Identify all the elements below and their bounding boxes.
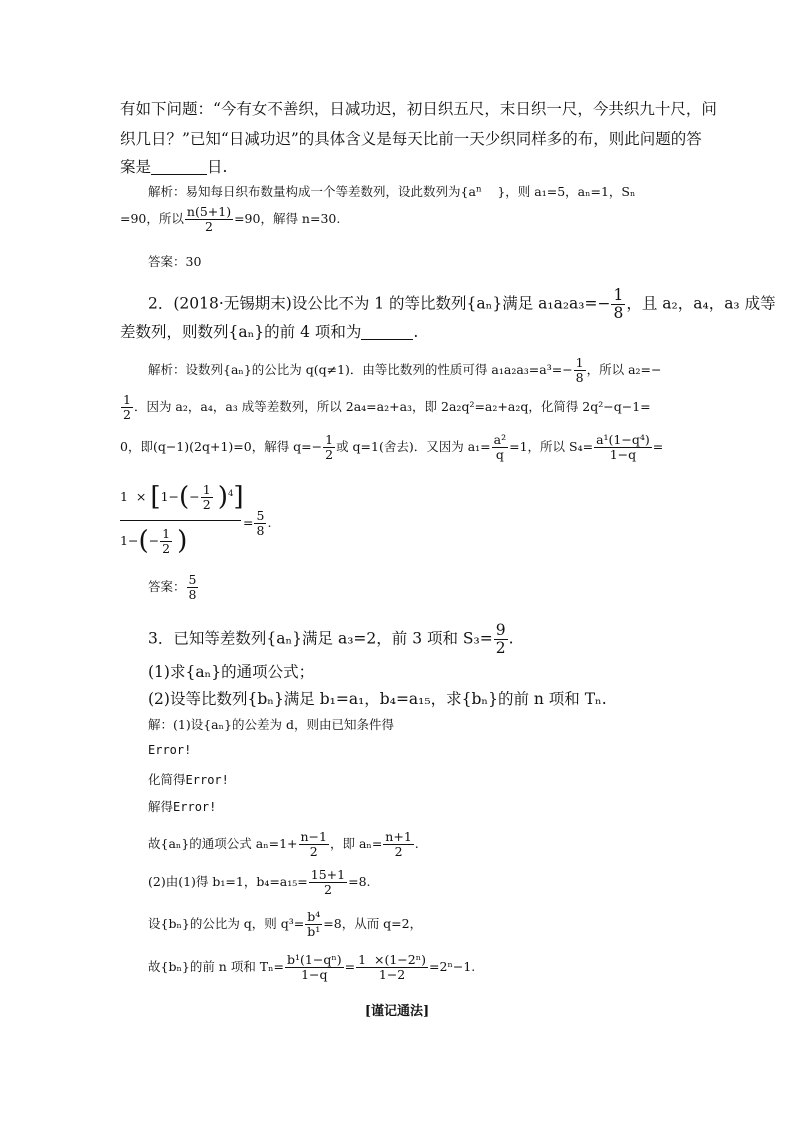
problem3-stem: 3．已知等差数列{aₙ}满足 a₃=2，前 3 项和 S₃= $\frac{9}{2}$ . [148, 621, 514, 658]
problem1-analysis-line1: 解析：易知每日织布数量构成一个等差数列，设此数列为{$a^n$ }，则 a₁=5，aₙ=1，Sₙ [148, 184, 636, 199]
problem3-part2: (2)设等比数列{bₙ}满足 b₁=a₁，b₄=a₁₅，求{bₙ}的前 n 项和 Tₙ. [148, 690, 607, 708]
error-text-3: 解得Error! [148, 799, 217, 814]
problem2-answer: 答案： $\frac{5}{8}$ [148, 572, 197, 602]
problem1-line2: 织几日？”已知“日减功迟”的具体含义是每天比前一天少织同样多的布，则此问题的答 [120, 130, 702, 148]
problem3-sum: 故{bₙ}的前 n 项和 Tₙ= $\frac{\text{b¹(1−qⁿ)}}{1-q}$ = $\frac{\text{1 ×(1−2ⁿ)}}{1-2}$ =2ⁿ−1. [148, 952, 476, 982]
problem2-solution-line2: $\frac{1}{2}$ ．因为 a₂，a₄，a₃ 成等差数列，所以 2a₄=a₂+a₃，即 2a₂q²=a₂+a₂q，化简得 2q²−q−1= [123, 392, 651, 422]
problem1-analysis-line2: =90，所以 $\frac{n(5+1)}{2}$ =90，解得 n=30. [120, 204, 341, 234]
problem3-part1: (1)求{aₙ}的通项公式； [148, 663, 315, 681]
section-heading: [谨记通法] [364, 1004, 430, 1019]
error-text-1: Error! [148, 743, 192, 757]
problem3-general-term: 故{aₙ}的通项公式 aₙ=1+ $\frac{n-1}{2}$ ，即 aₙ= $\frac{n+1}{2}$ . [148, 829, 419, 859]
problem3-part2-solution: (2)由(1)得 b₁=1，b₄=a₁₅= $\frac{15+1}{2}$ =8. [148, 867, 371, 897]
problem1-line3: 案是 日. [120, 158, 228, 176]
problem1-answer: 答案：30 [148, 254, 202, 269]
problem2-stem-line1: 2．(2018·无锡期末)设公比不为 1 的等比数列{aₙ}满足 a₁a₂a₃=− $\frac{1}{8}$ ，且 a₂，a₄，a₃ 成等 [148, 286, 776, 323]
problem1-line1: 有如下问题：“今有女不善织，日减功迟，初日织五尺，末日织一尺，今共织九十尺，问 [120, 100, 717, 118]
problem2-solution-line1: 解析：设数列{aₙ}的公比为 q(q≠1)．由等比数列的性质可得 a₁a₂a₃=a³=− $\frac{1}{8}$ ，所以 a₂=− [148, 355, 662, 385]
problem3-solution-intro: 解：(1)设{aₙ}的公差为 d，则由已知条件得 [148, 717, 394, 732]
error-text-2: 化简得Error! [148, 772, 229, 787]
problem2-stem-line2: 差数列，则数列{aₙ}的前 4 项和为 . [120, 323, 419, 341]
answer-blank [151, 159, 207, 176]
problem3-ratio: 设{bₙ}的公比为 q，则 q³= $\frac{\text{b⁴}}{\text{b¹}}$ =8，从而 q=2， [148, 909, 423, 939]
problem2-solution-line3: 0，即(q−1)(2q+1)=0，解得 q=− $\frac{1}{2}$ 或 q=1(舍去)．又因为 a₁= $\frac{\text{a²}}{q}$ =1，所以 S₄= $\frac{\text{a¹(1−q⁴)}}{1-q}$ = [120, 432, 664, 462]
